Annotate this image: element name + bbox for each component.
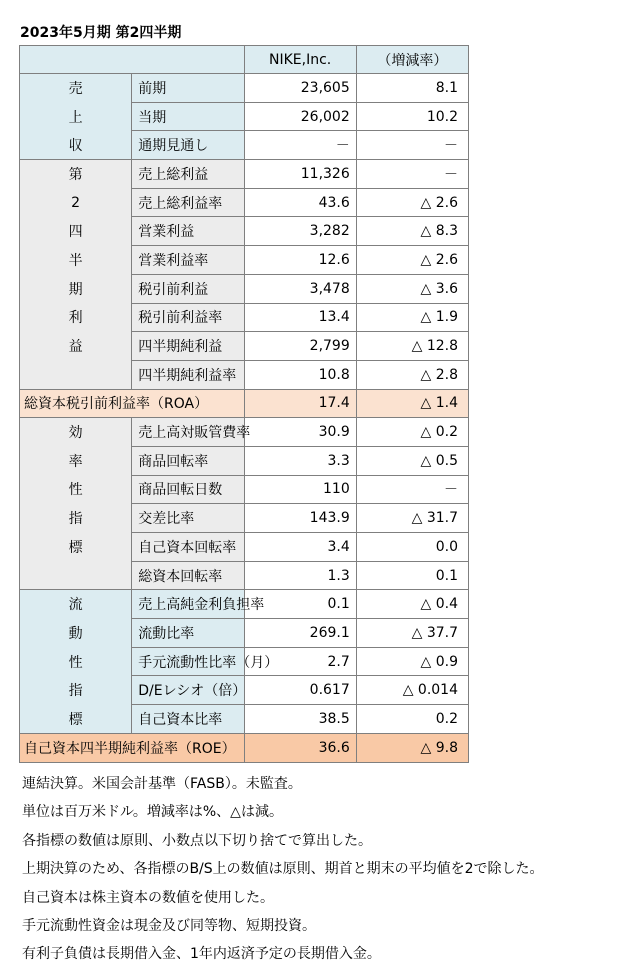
footnote: 各指標の数値は原則、小数点以下切り捨てで算出した。 <box>22 832 372 849</box>
table-row <box>20 360 469 389</box>
row-rate: △ 0.014 <box>356 676 468 705</box>
footnote: 連結決算。米国会計基準（FASB）。未監査。 <box>22 776 302 792</box>
footnote: 上期決算のため、各指標のB/S上の数値は原則、期首と期末の平均値を2で除した。 <box>22 861 544 878</box>
row-label: 四半期純利益率 <box>132 360 244 389</box>
table-row-roe <box>20 733 469 762</box>
row-label: 四半期純利益 <box>132 332 244 361</box>
row-label: 税引前利益 <box>132 274 244 303</box>
row-label: 売上総利益率 <box>132 188 244 217</box>
table-row <box>20 590 469 619</box>
table-row <box>20 217 469 246</box>
row-rate: － <box>356 131 468 160</box>
table-row <box>20 418 469 447</box>
row-label: 売上高純金利負担率 <box>132 590 244 619</box>
row-value: 110 <box>244 475 356 504</box>
table-row <box>20 619 469 648</box>
row-value: 38.5 <box>244 705 356 734</box>
page-title: 2023年5月期 第2四半期 <box>20 25 182 41</box>
header-rate: （増減率） <box>356 46 468 74</box>
group-char <box>20 131 132 160</box>
row-rate: △ 0.9 <box>356 647 468 676</box>
row-rate: △ 0.5 <box>356 446 468 475</box>
header-blank <box>20 46 245 74</box>
row-label: 手元流動性比率（月） <box>132 647 244 676</box>
footnote: 自己資本は株主資本の数値を使用した。 <box>22 889 274 906</box>
group-char: 期 <box>20 274 132 303</box>
group-char: 2 <box>20 188 132 217</box>
row-value: 2.7 <box>244 647 356 676</box>
row-value: 0.617 <box>244 676 356 705</box>
table-row <box>20 188 469 217</box>
row-label: 前期 <box>132 74 244 103</box>
row-rate: － <box>356 160 468 189</box>
row-value: 0.1 <box>244 590 356 619</box>
table-row <box>20 705 469 734</box>
row-label: 自己資本比率 <box>132 705 244 734</box>
table-row <box>20 533 469 562</box>
row-rate: △ 2.6 <box>356 188 468 217</box>
row-label: D/Eレシオ（倍） <box>132 676 244 705</box>
table-row <box>20 303 469 332</box>
row-rate: － <box>356 475 468 504</box>
group-char: 指 <box>20 504 132 533</box>
group-char: 性 <box>20 647 132 676</box>
group-char: 四 <box>20 217 132 246</box>
row-label: 通期見通し <box>132 131 244 160</box>
row-label: 総資本税引前利益率（ROA） <box>20 389 245 418</box>
group-char: 率 <box>20 446 132 475</box>
group-char-blank <box>20 360 132 389</box>
table-row <box>20 102 469 131</box>
group-char: 利 <box>20 303 132 332</box>
row-rate: △ 9.8 <box>356 733 468 762</box>
row-label: 流動比率 <box>132 619 244 648</box>
group-char: 効 <box>20 418 132 447</box>
row-rate: △ 0.4 <box>356 590 468 619</box>
table-row <box>20 74 469 103</box>
group-char: 半 <box>20 246 132 275</box>
row-label: 営業利益 <box>132 217 244 246</box>
footnote: 有利子負債は長期借入金、1年内返済予定の長期借入金。 <box>22 946 381 963</box>
row-value: 12.6 <box>244 246 356 275</box>
row-value: 17.4 <box>244 389 356 418</box>
row-rate: △ 8.3 <box>356 217 468 246</box>
footnote: 手元流動性資金は現金及び同等物、短期投資。 <box>22 917 316 934</box>
footnotes <box>22 770 544 969</box>
table-row <box>20 160 469 189</box>
row-value: 23,605 <box>244 74 356 103</box>
row-rate: 0.0 <box>356 533 468 562</box>
row-value: 2,799 <box>244 332 356 361</box>
financial-table <box>19 45 469 763</box>
group-char: 標 <box>20 533 132 562</box>
table-row <box>20 274 469 303</box>
row-label: 営業利益率 <box>132 246 244 275</box>
row-rate: △ 2.8 <box>356 360 468 389</box>
row-value: 3,282 <box>244 217 356 246</box>
row-label: 当期 <box>132 102 244 131</box>
header-company: NIKE,Inc. <box>244 46 356 74</box>
row-rate: 0.1 <box>356 561 468 590</box>
group-char: 上 <box>20 102 132 131</box>
row-label: 総資本回転率 <box>132 561 244 590</box>
row-label: 自己資本回転率 <box>132 533 244 562</box>
row-rate: 8.1 <box>356 74 468 103</box>
row-value: 13.4 <box>244 303 356 332</box>
table-row-roa <box>20 389 469 418</box>
table-header-row <box>20 46 469 74</box>
row-label: 交差比率 <box>132 504 244 533</box>
row-label: 税引前利益率 <box>132 303 244 332</box>
row-label: 商品回転率 <box>132 446 244 475</box>
row-label: 自己資本四半期純利益率（ROE） <box>20 733 245 762</box>
table-row <box>20 475 469 504</box>
row-value: 3.3 <box>244 446 356 475</box>
row-rate: △ 12.8 <box>356 332 468 361</box>
group-char-a: 収 <box>68 137 83 154</box>
group-char-blank <box>20 561 132 590</box>
table-row <box>20 504 469 533</box>
group-char: 標 <box>20 705 132 734</box>
row-rate: △ 31.7 <box>356 504 468 533</box>
row-value: 10.8 <box>244 360 356 389</box>
row-value: 143.9 <box>244 504 356 533</box>
group-char: 益 <box>20 332 132 361</box>
row-rate: △ 1.9 <box>356 303 468 332</box>
group-char: 売 <box>20 74 132 103</box>
table-row <box>20 246 469 275</box>
row-rate: △ 37.7 <box>356 619 468 648</box>
table-row <box>20 561 469 590</box>
row-rate: 0.2 <box>356 705 468 734</box>
row-label: 売上総利益 <box>132 160 244 189</box>
table-row <box>20 131 469 160</box>
group-char: 第 <box>20 160 132 189</box>
row-value: 3,478 <box>244 274 356 303</box>
group-char: 性 <box>20 475 132 504</box>
table-row <box>20 647 469 676</box>
row-rate: △ 3.6 <box>356 274 468 303</box>
row-value: 43.6 <box>244 188 356 217</box>
row-value: 11,326 <box>244 160 356 189</box>
row-rate: 10.2 <box>356 102 468 131</box>
table-row <box>20 332 469 361</box>
row-value: 269.1 <box>244 619 356 648</box>
row-value: 30.9 <box>244 418 356 447</box>
group-char: 動 <box>20 619 132 648</box>
row-rate: △ 2.6 <box>356 246 468 275</box>
group-char: 指 <box>20 676 132 705</box>
table-row <box>20 446 469 475</box>
row-value: 3.4 <box>244 533 356 562</box>
row-label: 売上高対販管費率 <box>132 418 244 447</box>
group-char: 流 <box>20 590 132 619</box>
row-value: 1.3 <box>244 561 356 590</box>
row-value: 26,002 <box>244 102 356 131</box>
row-label: 商品回転日数 <box>132 475 244 504</box>
footnote: 単位は百万米ドル。増減率は%、△は減。 <box>22 804 283 821</box>
row-rate: △ 0.2 <box>356 418 468 447</box>
table-row <box>20 676 469 705</box>
row-value: 36.6 <box>244 733 356 762</box>
row-rate: △ 1.4 <box>356 389 468 418</box>
row-value: － <box>244 131 356 160</box>
